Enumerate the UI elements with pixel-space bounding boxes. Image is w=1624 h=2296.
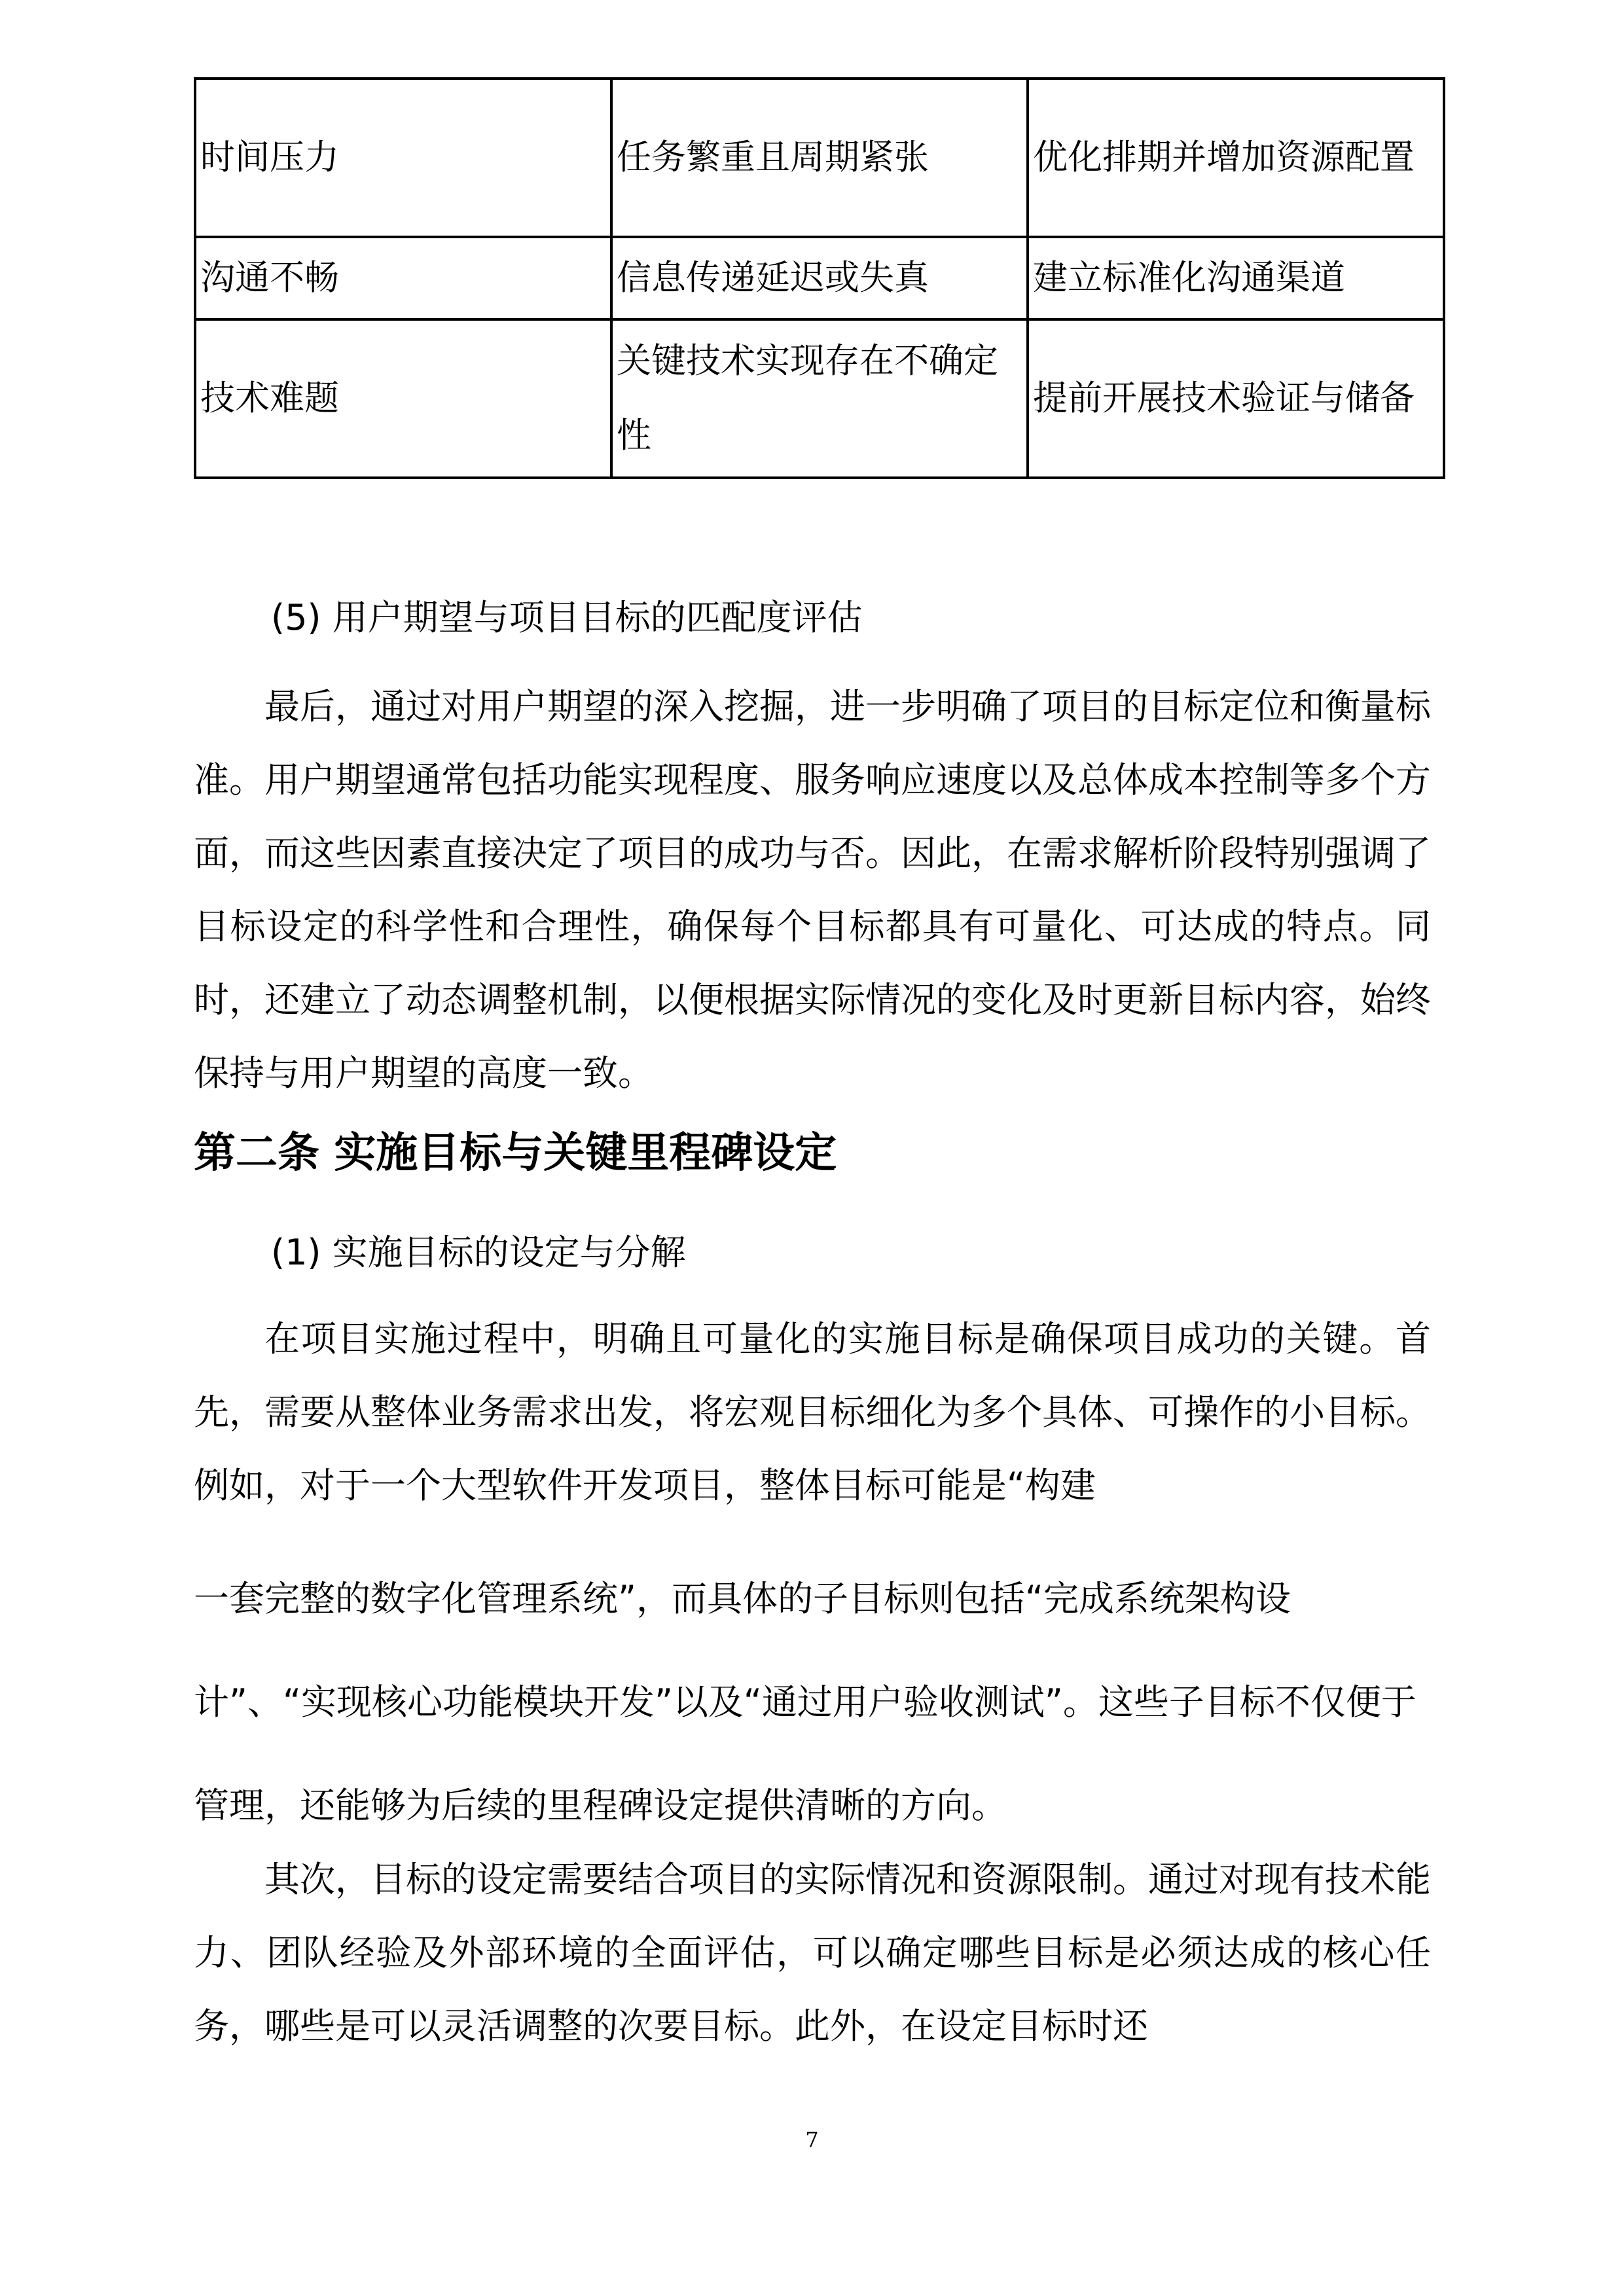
article-2-paragraph-1b: 一套完整的数字化管理系统”，而具体的子目标则包括“完成系统架构设计”、“实现核心功能模块开发”以及“通过用户验收测试”。这些子目标不仅便于管理，还能够为后续的里程碑设定提供清晰的方向。: [194, 1578, 1416, 1826]
table-row: [195, 237, 1444, 319]
section-5-paragraph: 最后，通过对用户期望的深入挖掘，进一步明确了项目的目标定位和衡量标准。用户期望通常包括功能实现程度、服务响应速度以及总体成本控制等多个方面，而这些因素直接决定了项目的成功与否。因此，在需求解析阶段特别强调了目标设定的科学性和合理性，确保每个目标都具有可量化、可达成的特点。同时，还建立了动态调整机制，以便根据实际情况的变化及时更新目标内容，始终保持与用户期望的高度一致。: [194, 686, 1431, 1094]
table-cell: 时间压力: [195, 79, 611, 237]
article-2-heading: 第二条 实施目标与关键里程碑设定: [194, 1129, 837, 1177]
section-5-subtitle: (5) 用户期望与项目目标的匹配度评估: [271, 597, 863, 638]
table-row: [195, 319, 1444, 478]
table-row: [195, 79, 1444, 237]
table-cell: 任务繁重且周期紧张: [611, 79, 1028, 237]
table-cell: 信息传递延迟或失真: [611, 237, 1028, 319]
page-number: 7: [805, 2127, 819, 2152]
article-2-paragraph-1a: 在项目实施过程中，明确且可量化的实施目标是确保项目成功的关键。首先，需要从整体业务需求出发，将宏观目标细化为多个具体、可操作的小目标。例如，对于一个大型软件开发项目，整体目标可能是“构建: [194, 1318, 1431, 1506]
article-2-paragraph-2: 其次，目标的设定需要结合项目的实际情况和资源限制。通过对现有技术能力、团队经验及外部环境的全面评估，可以确定哪些目标是必须达成的核心任务，哪些是可以灵活调整的次要目标。此外，在设定目标时还: [194, 1859, 1431, 2047]
table-cell: 建立标准化沟通渠道: [1028, 237, 1444, 319]
article-2-subtitle: (1) 实施目标的设定与分解: [271, 1232, 686, 1273]
table-cell: 技术难题: [195, 319, 611, 478]
table-cell: 提前开展技术验证与储备: [1028, 319, 1444, 478]
table-cell: 关键技术实现存在不确定性: [611, 319, 1028, 478]
table-cell: 沟通不畅: [195, 237, 611, 319]
table-cell: 优化排期并增加资源配置: [1028, 79, 1444, 237]
risk-table: [194, 77, 1445, 479]
